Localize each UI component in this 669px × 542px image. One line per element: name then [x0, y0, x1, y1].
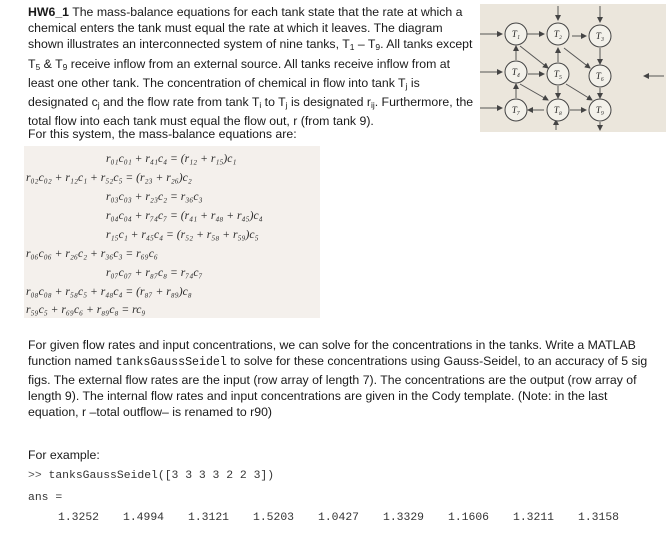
equation: r₀₁c₀₁ + r₄₁c₄ = (r₁₂ + r₁₅)c₁: [106, 152, 237, 165]
result-value: 1.5203: [253, 512, 295, 524]
equations-panel: [24, 146, 320, 318]
tank-label: T₄: [511, 67, 521, 77]
tank-label: T₅: [553, 69, 563, 79]
equation: r₀₇c₀₇ + r₈₇c₈ = r₇₄c₇: [106, 266, 203, 279]
intro-text: receive inflow from an external source. All tanks receive inflow from at least one other tank. The concentration of chemical in flow into tank T: [28, 56, 451, 90]
tank-label: T₆: [595, 71, 605, 81]
function-name: tanksGaussSeidel: [115, 356, 227, 370]
subscript: 1: [349, 42, 355, 53]
equation: r₅₉c₅ + r₆₉c₆ + r₈₉c₈ = rc₉: [26, 303, 146, 316]
task-text: to solve for these concentrations using Gauss-Seidel, to an accuracy of 5 sig figs. The external flow rates are the input (row array of length 7). The concentrations are the output (row array of length 9). The internal flow rates and input concentrations are given in the Cody template. (Note: in the last equation, r –total outflow– is renamed to r90): [28, 354, 648, 420]
equation: r₀₃c₀₃ + r₂₃c₂ = r₃₆c₃: [106, 190, 203, 203]
subscript: i: [259, 100, 262, 111]
ans-label: ans =: [28, 492, 63, 504]
tank-label: T₉: [595, 105, 605, 115]
intro-text: is designated r: [287, 95, 371, 110]
result-value: 1.3211: [513, 512, 555, 524]
result-value: 1.3121: [188, 512, 230, 524]
tank-label: T₇: [511, 105, 521, 115]
problem-title: HW6_1: [28, 5, 70, 19]
tank-label: T₂: [553, 29, 563, 39]
tank-label: T₁: [511, 29, 521, 39]
intro-text: . Furthermore, the total flow into each tank must equal the flow out, r (from tank 9).: [28, 95, 474, 129]
intro-text: . All tanks except T: [28, 37, 473, 71]
subscript: j: [285, 100, 288, 111]
subscript: j: [405, 80, 408, 91]
result-value: 1.3329: [383, 512, 425, 524]
tank-label: T₃: [595, 31, 605, 41]
intro-text: The mass-balance equations for each tank state that the rate at which a chemical enters the tank must equal the rate at which it leaves. The diagram shown illustrates an interconnected system of nine tanks, T: [28, 5, 463, 52]
command-call: tanksGaussSeidel([3 3 3 3 2 2 3]): [41, 470, 275, 482]
intro-text: and the flow rate from tank T: [99, 95, 260, 110]
intro-text: is designated c: [28, 75, 420, 110]
command-prompt: >>: [28, 470, 42, 482]
result-value: 1.0427: [318, 512, 360, 524]
tank-diagram: [480, 4, 666, 132]
problem-statement: [28, 4, 476, 129]
example-label: For example:: [28, 448, 100, 462]
equation: r₁₅c₁ + r₄₅c₄ = (r₅₂ + r₅₈ + r₅₉)c₅: [106, 228, 259, 241]
tank-diagram-svg: [480, 4, 666, 132]
subscript: j: [97, 100, 100, 111]
subscript: 5: [35, 61, 41, 72]
subscript: 9: [375, 42, 381, 53]
intro-text: – T: [354, 37, 376, 52]
intro-text: to T: [261, 95, 286, 110]
result-value: 1.3252: [58, 512, 100, 524]
equation: r₀₈c₀₈ + r₅₈c₅ + r₄₈c₄ = (r₈₇ + r₈₉)c₈: [26, 285, 192, 298]
equations-lead: For this system, the mass-balance equations are:: [28, 127, 297, 141]
task-text: For given flow rates and input concentrations, we can solve for the concentrations in the tanks. Write a MATLAB function named: [28, 338, 636, 369]
result-value: 1.3158: [578, 512, 620, 524]
result-value: 1.1606: [448, 512, 490, 524]
result-value: 1.4994: [123, 512, 165, 524]
equation: r₀₆c₀₆ + r₂₆c₂ + r₃₆c₃ = r₆₉c₆: [26, 247, 158, 260]
tank-label: T₈: [553, 105, 563, 115]
task-description: [28, 337, 648, 420]
intro-text: & T: [40, 56, 63, 71]
equation: r₀₄c₀₄ + r₇₄c₇ = (r₄₁ + r₄₈ + r₄₅)c₄: [106, 209, 263, 222]
subscript: 9: [62, 61, 68, 72]
equation: r₀₂c₀₂ + r₁₂c₁ + r₅₂c₅ = (r₂₃ + r₂₆)c₂: [26, 171, 192, 184]
subscript: ij: [370, 100, 375, 111]
example-command: [28, 470, 274, 482]
